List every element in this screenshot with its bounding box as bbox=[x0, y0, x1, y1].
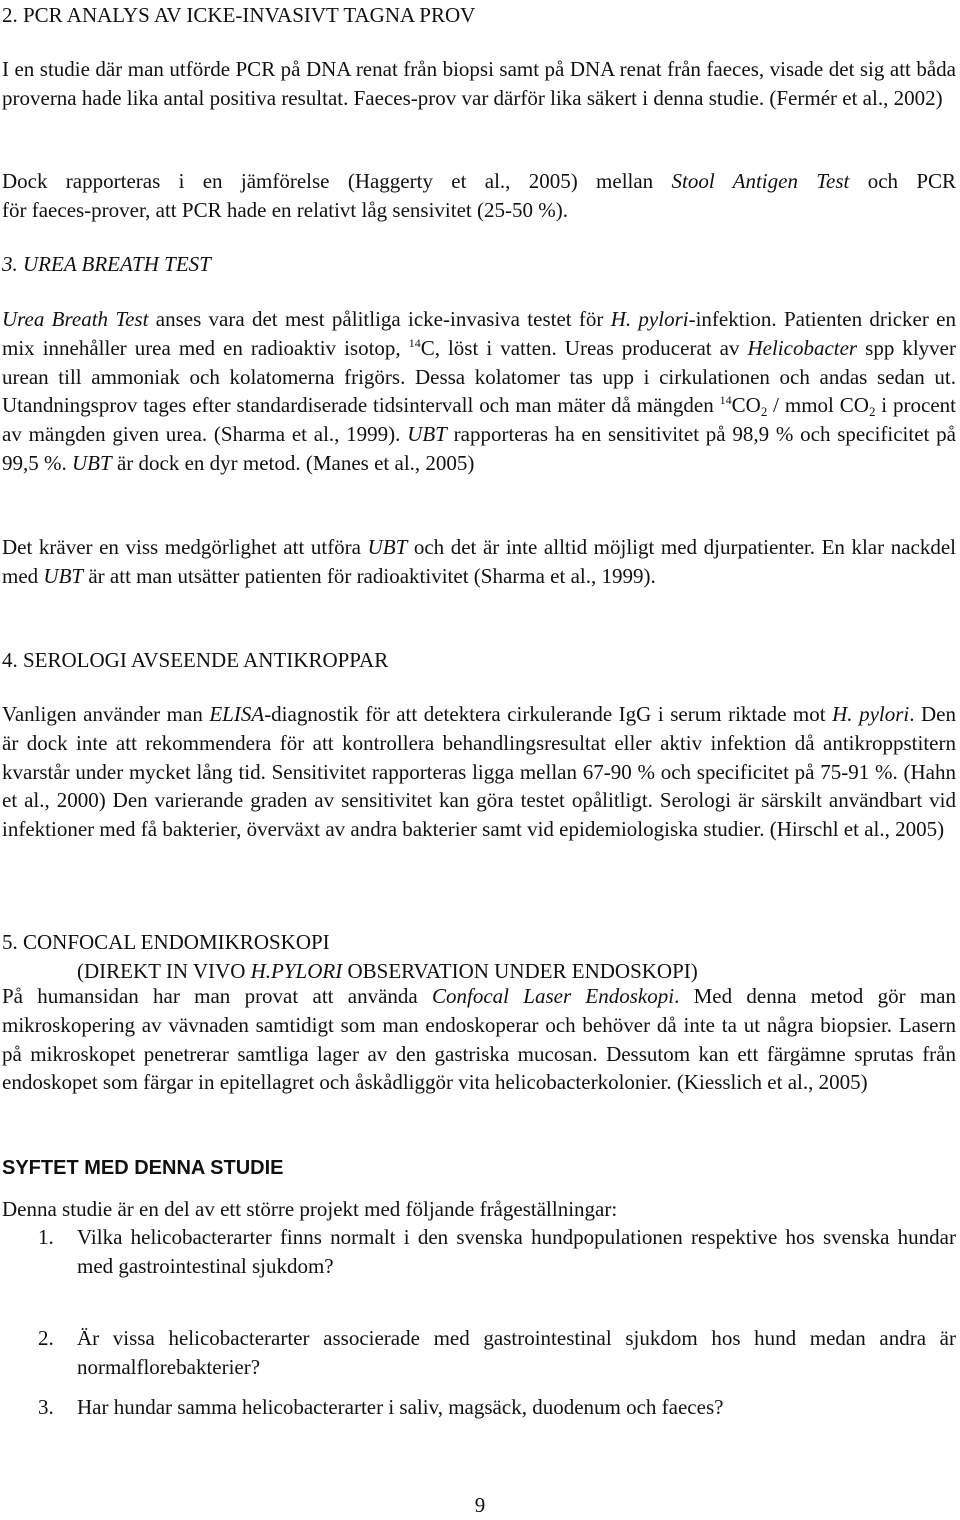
section-3-heading: 3. UREA BREATH TEST bbox=[2, 252, 211, 276]
section-3-paragraph-1 bbox=[2, 305, 956, 478]
text-run: Det kräver en viss medgörlighet att utföra bbox=[2, 535, 368, 559]
superscript-run: 14 bbox=[719, 393, 732, 408]
section-2-paragraph-1 bbox=[2, 55, 956, 113]
text-run: Vanligen använder man bbox=[2, 702, 210, 726]
italic-run: Confocal Laser Endoskopi bbox=[432, 984, 675, 1008]
section-2-paragraph-2-line-1 bbox=[2, 167, 956, 196]
section-5-paragraph-1 bbox=[2, 982, 956, 1097]
text-run: . Med denna metod gör man mikroskopering av vävnaden samtidigt som man endoskoperar och behöver då inte ta ut några biopsier. Lasern på mikroskopet penetrerar samtliga lager av den gastriska mucosan. Dessutom kan ett färgämne sprutas från endoskopet som färgar in epitellagret och åskådliggör vita helicobacterkolonier. (Kiesslich et al., 2005) bbox=[2, 984, 956, 1095]
page-number: 9 bbox=[474, 1493, 486, 1517]
superscript-run: 14 bbox=[408, 335, 421, 350]
italic-run: H. pylori bbox=[832, 702, 910, 726]
text-run: På humansidan har man provat att använda bbox=[2, 984, 433, 1008]
list-item-text: Har hundar samma helicobacterarter i saliv, magsäck, duodenum och faeces? bbox=[77, 1395, 724, 1419]
section-5-heading-prefix: (DIREKT IN VIVO bbox=[77, 959, 251, 983]
section-4-paragraph-1 bbox=[2, 700, 956, 844]
list-item-number: 1. bbox=[38, 1225, 54, 1249]
section-5-heading-suffix: OBSERVATION UNDER ENDOSKOPI) bbox=[342, 959, 698, 983]
section-2-paragraph-2-lead: Dock rapporteras i en jämförelse (Haggerty et al., 2005) mellan bbox=[2, 169, 654, 193]
italic-run: UBT bbox=[43, 563, 84, 588]
text-run: C, löst i vatten. Ureas producerat av bbox=[420, 335, 748, 360]
h-pylori-term: H.PYLORI bbox=[250, 959, 343, 983]
text-run: och det är inte alltid möjligt med djurpatienter. En klar nackdel med bbox=[2, 535, 956, 588]
text-run: / mmol CO bbox=[767, 393, 869, 418]
text-run: rapporteras ha en sensitivitet på 98,9 % och specificitet på 99,5 %. bbox=[2, 422, 956, 475]
section-2-paragraph-2-line-2: för faeces-prover, att PCR hade en relativt låg sensivitet (25-50 %). bbox=[2, 198, 568, 222]
text-run: är dock en dyr metod. (Manes et al., 2005) bbox=[111, 450, 475, 475]
italic-run: Urea Breath Test bbox=[2, 307, 149, 331]
list-item-text: Vilka helicobacterarter finns normalt i den svenska hundpopulationen respektive hos svenska hundar med gastrointestinal sjukdom? bbox=[77, 1225, 956, 1278]
italic-run: UBT bbox=[407, 422, 447, 447]
italic-run: UBT bbox=[367, 535, 408, 559]
section-5-heading-line-1: 5. CONFOCAL ENDOMIKROSKOPI bbox=[2, 930, 330, 954]
text-run: spp klyver urean till ammoniak och kolatomerna frigörs. Dessa kolatomer tas upp i cirkulationen och andas sedan ut. Utandningsprov tages efter standardiserade tidsintervall och man mäter då mängden bbox=[2, 335, 956, 418]
text-run: anses vara det mest pålitliga icke-invasiva testet för bbox=[148, 307, 611, 331]
aims-intro: Denna studie är en del av ett större projekt med följande frågeställningar: bbox=[2, 1197, 618, 1221]
subscript-run: 2 bbox=[760, 404, 768, 420]
stool-antigen-test-term: Stool Antigen Test bbox=[671, 169, 850, 193]
section-4-heading: 4. SEROLOGI AVSEENDE ANTIKROPPAR bbox=[2, 648, 389, 672]
list-item-number: 3. bbox=[38, 1395, 54, 1419]
text-run: CO bbox=[731, 393, 761, 418]
text-run: är att man utsätter patienten för radioaktivitet (Sharma et al., 1999). bbox=[83, 563, 656, 588]
italic-run: ELISA bbox=[209, 702, 265, 726]
text-run: . Den är dock inte att rekommendera för att kontrollera behandlingsresultat eller aktiv infektion då antikroppstitern kvarstår under mycket lång tid. Sensitivitet rapporteras ligga mellan 67-90 % och specificitet på 75-91 %. (Hahn et al., 2000) Den varierande graden av sensitivitet kan göra testet opålitligt. Serologi är särskilt användbart vid infektioner med få bakterier, överväxt av andra bakterier samt vid epidemiologiska studier. (Hirschl et al., 2005) bbox=[2, 702, 956, 842]
text-run: -infektion. Patienten dricker en mix innehåller urea med en radioaktiv isotop, bbox=[2, 307, 956, 360]
text-run: I en studie där man utförde PCR på DNA renat från biopsi samt på DNA renat från faeces, visade det sig att båda proverna hade lika antal positiva resultat. Faeces-prov var därför lika säkert i denna studie. (Fermér et al., 2002) bbox=[2, 57, 956, 110]
italic-run: UBT bbox=[72, 450, 112, 475]
italic-run: Helicobacter bbox=[747, 335, 858, 360]
list-item-number: 2. bbox=[38, 1326, 54, 1350]
section-2-paragraph-2-lead-end: och PCR bbox=[867, 169, 957, 193]
list-item-text: Är vissa helicobacterarter associerade med gastrointestinal sjukdom hos hund medan andra är normalflorebakterier? bbox=[77, 1326, 956, 1379]
aims-heading: SYFTET MED DENNA STUDIE bbox=[2, 1157, 284, 1179]
section-5-heading-line-2 bbox=[77, 957, 698, 985]
section-2-heading: 2. PCR ANALYS AV ICKE-INVASIVT TAGNA PROV bbox=[2, 3, 476, 27]
italic-run: H. pylori bbox=[610, 307, 689, 331]
subscript-run: 2 bbox=[868, 404, 876, 420]
text-run: -diagnostik för att detektera cirkulerande IgG i serum riktade mot bbox=[264, 702, 833, 726]
text-run: i procent av mängden given urea. (Sharma et al., 1999). bbox=[2, 393, 956, 447]
section-3-paragraph-2 bbox=[2, 533, 956, 591]
